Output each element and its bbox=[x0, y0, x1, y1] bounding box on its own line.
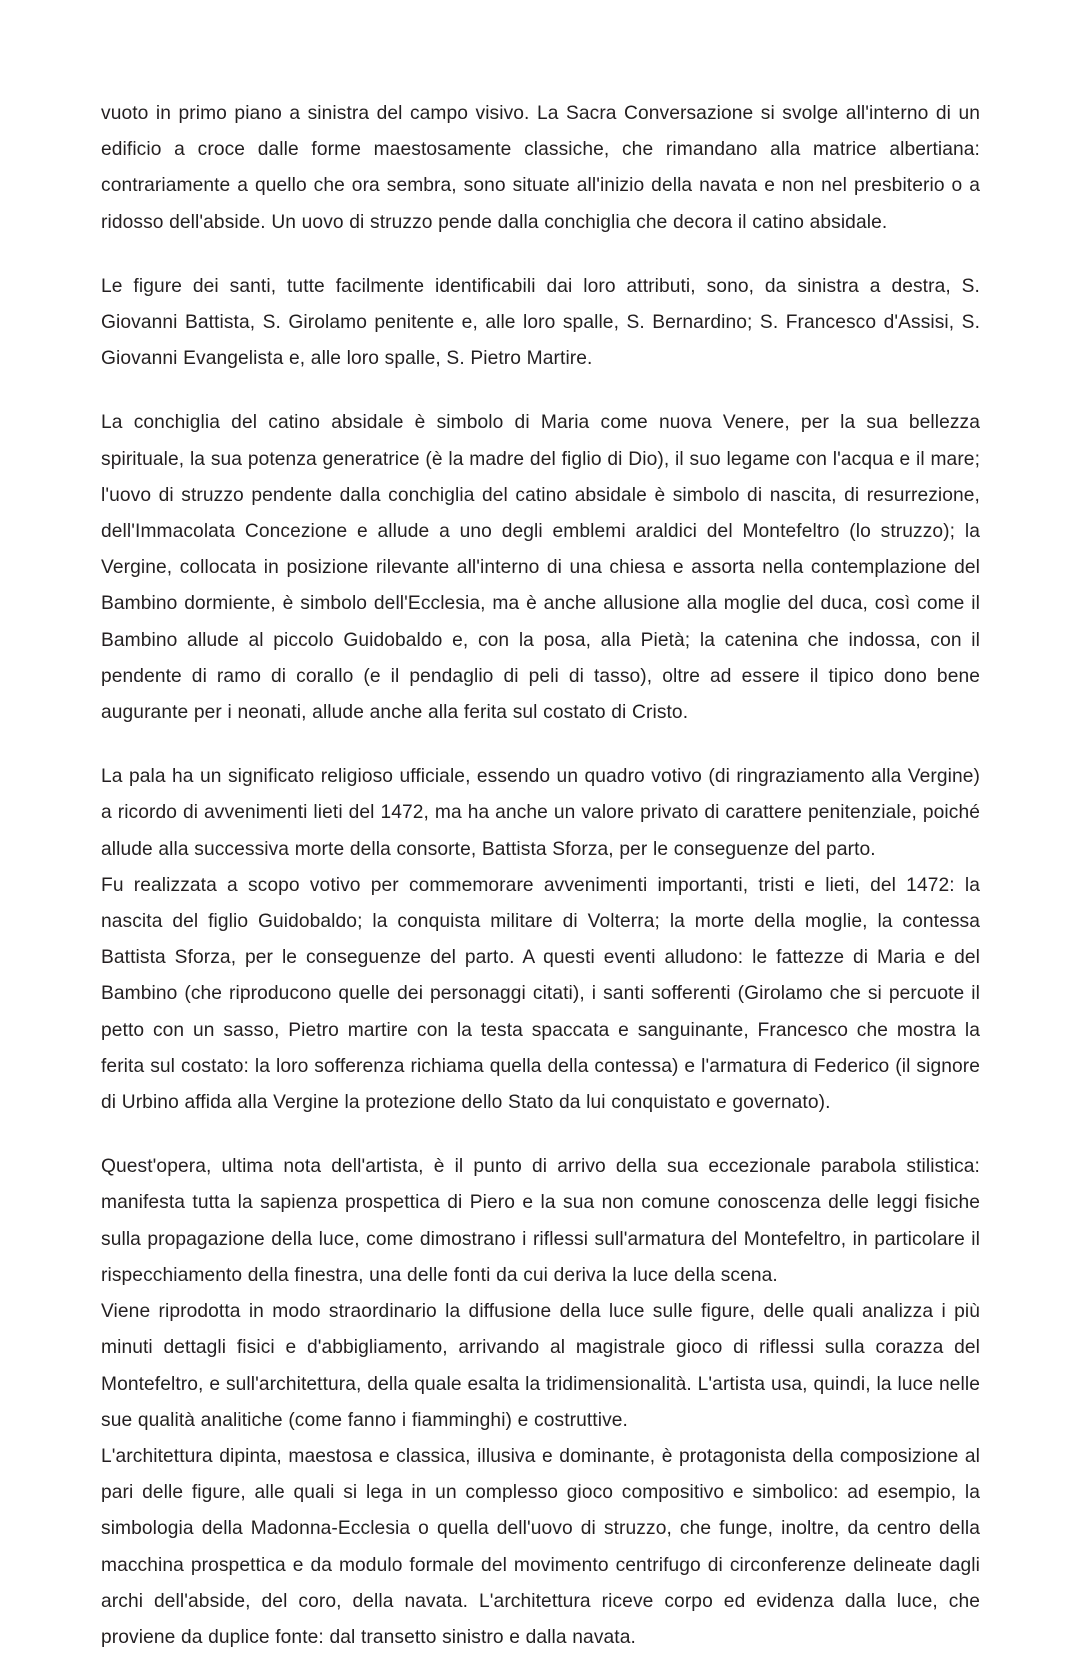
text-block-5 bbox=[101, 1149, 980, 1656]
paragraph: La pala ha un significato religioso ufficiale, essendo un quadro votivo (di ringraziamento alla Vergine) a ricordo di avvenimenti lieti del 1472, ma ha anche un valore privato di carattere penitenziale, poiché allude alla successiva morte della consorte, Battista Sforza, per le conseguenze del parto. bbox=[101, 766, 980, 860]
paragraph: vuoto in primo piano a sinistra del campo visivo. La Sacra Conversazione si svolge all'interno di un edificio a croce dalle forme maestosamente classiche, che rimandano alla matrice albertiana: contrariamente a quello che ora sembra, sono situate all'inizio della navata e non nel presbiterio o a ridosso dell'abside. Un uovo di struzzo pende dalla conchiglia che decora il catino absidale. bbox=[101, 103, 980, 233]
paragraph: Quest'opera, ultima nota dell'artista, è il punto di arrivo della sua eccezionale parabola stilistica: manifesta tutta la sapienza prospettica di Piero e la sua non comune conoscenza delle leggi fisiche sulla propagazione della luce, come dimostrano i riflessi sull'armatura del Montefeltro, in particolare il rispecchiamento della finestra, una delle fonti da cui deriva la luce della scena. bbox=[101, 1156, 980, 1286]
text-block-4 bbox=[101, 759, 980, 1121]
text-block-2 bbox=[101, 269, 980, 378]
text-block-3 bbox=[101, 405, 980, 731]
paragraph: La conchiglia del catino absidale è simbolo di Maria come nuova Venere, per la sua bellezza spirituale, la sua potenza generatrice (è la madre del figlio di Dio), il suo legame con l'acqua e il mare; l'uovo di struzzo pendente dalla conchiglia del catino absidale è simbolo di nascita, di resurrezione, dell'Immacolata Concezione e allude a uno degli emblemi araldici del Montefeltro (lo struzzo); la Vergine, collocata in posizione rilevante all'interno di una chiesa e assorta nella contemplazione del Bambino dormiente, è simbolo dell'Ecclesia, ma è anche allusione alla moglie del duca, così come il Bambino allude al piccolo Guidobaldo e, con la posa, alla Pietà; la catenina che indossa, con il pendente di ramo di corallo (e il pendaglio di peli di tasso), oltre ad essere il tipico dono bene augurante per i neonati, allude anche alla ferita sul costato di Cristo. bbox=[101, 412, 980, 724]
text-block-1 bbox=[101, 96, 980, 241]
document-text-body bbox=[101, 96, 980, 1656]
paragraph: Fu realizzata a scopo votivo per commemorare avvenimenti importanti, tristi e lieti, del 1472: la nascita del figlio Guidobaldo; la conquista militare di Volterra; la morte della moglie, la contessa Battista Sforza, per le conseguenze del parto. A questi eventi alludono: le fattezze di Maria e del Bambino (che riproducono quelle dei personaggi citati), i santi sofferenti (Girolamo che si percuote il petto con un sasso, Pietro martire con la testa spaccata e sanguinante, Francesco che mostra la ferita sul costato: la loro sofferenza richiama quella della contessa) e l'armatura di Federico (il signore di Urbino affida alla Vergine la protezione dello Stato da lui conquistato e governato). bbox=[101, 874, 980, 1114]
paragraph: L'architettura dipinta, maestosa e classica, illusiva e dominante, è protagonista della composizione al pari delle figure, alle quali si lega in un complesso gioco compositivo e simbolico: ad esempio, la simbologia della Madonna-Ecclesia o quella dell'uovo di struzzo, che funge, inoltre, da centro della macchina prospettica e da modulo formale del movimento centrifugo di circonferenze delineate dagli archi dell'abside, del coro, della navata. L'architettura riceve corpo ed evidenza dalla luce, che proviene da duplice fonte: dal transetto sinistro e dalla navata. bbox=[101, 1445, 980, 1648]
paragraph: Viene riprodotta in modo straordinario la diffusione della luce sulle figure, delle quali analizza i più minuti dettagli fisici e d'abbigliamento, arrivando al magistrale gioco di riflessi sulla corazza del Montefeltro, e sull'architettura, della quale esalta la tridimensionalità. L'artista usa, quindi, la luce nelle sue qualità analitiche (come fanno i fiamminghi) e costruttive. bbox=[101, 1301, 980, 1431]
paragraph: Le figure dei santi, tutte facilmente identificabili dai loro attributi, sono, da sinistra a destra, S. Giovanni Battista, S. Girolamo penitente e, alle loro spalle, S. Bernardino; S. Francesco d'Assisi, S. Giovanni Evangelista e, alle loro spalle, S. Pietro Martire. bbox=[101, 275, 980, 370]
